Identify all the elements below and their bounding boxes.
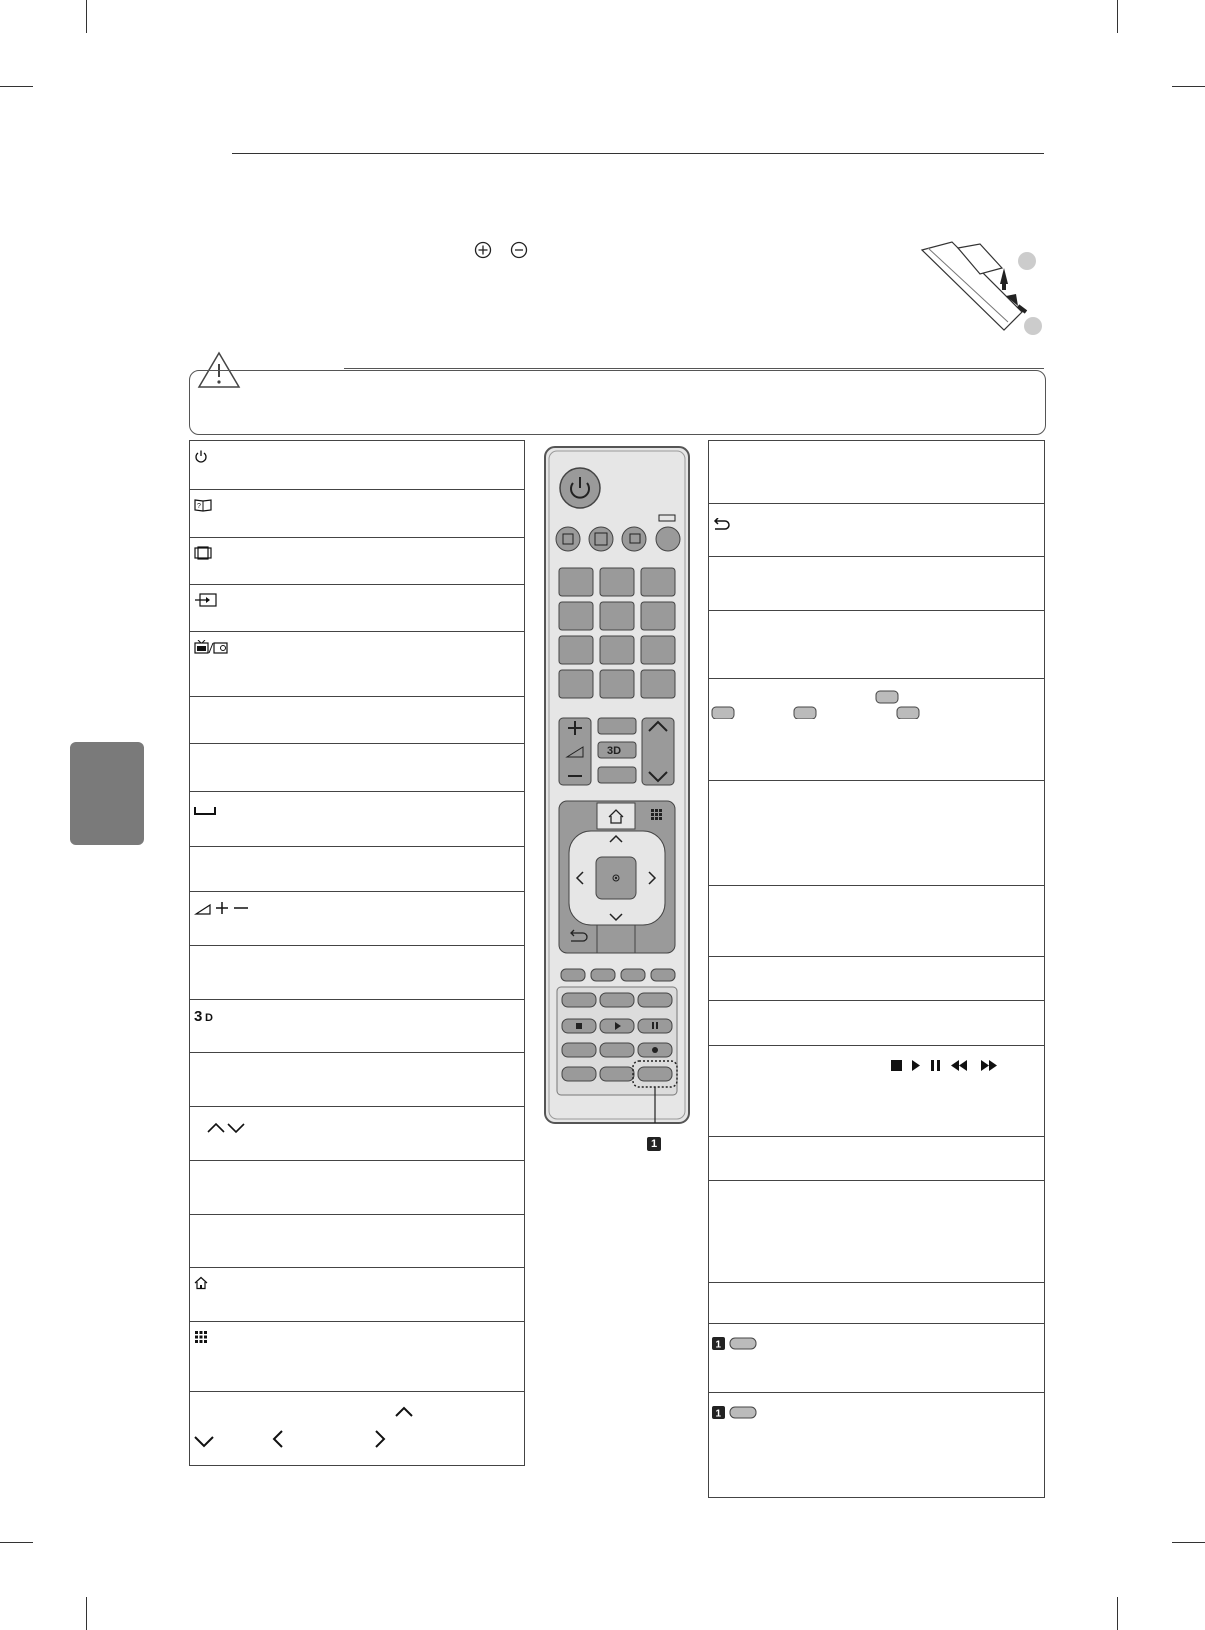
callout-1-button-icon [711, 1405, 761, 1421]
chapter-tab [70, 742, 144, 845]
table-row [190, 846, 524, 892]
crop-mark [0, 1542, 33, 1543]
table-row [709, 610, 1044, 679]
caution-header-rule [344, 368, 1044, 369]
table-row [190, 441, 524, 489]
channel-up-down-icon [206, 1121, 248, 1135]
table-row [709, 1282, 1044, 1324]
svg-text:3: 3 [194, 1008, 203, 1024]
minus-circle-icon [510, 241, 528, 259]
volume-plus-minus-icon [194, 900, 254, 916]
right-function-table [708, 440, 1045, 1498]
table-row [190, 631, 524, 697]
table-row [190, 1267, 524, 1322]
playback-controls-icon [889, 1058, 1019, 1074]
back-arrow-icon [713, 518, 731, 532]
crop-mark [0, 86, 33, 87]
table-row [190, 1321, 524, 1392]
left-function-table [189, 440, 525, 1466]
crop-mark [86, 0, 87, 33]
table-row [190, 489, 524, 538]
plus-circle-icon [474, 241, 492, 259]
table-row [709, 1180, 1044, 1283]
battery-cover-illustration [918, 240, 1046, 340]
crop-mark [86, 1597, 87, 1630]
svg-text:1: 1 [715, 1408, 722, 1420]
table-row [709, 1392, 1044, 1500]
table-row [190, 1391, 524, 1467]
svg-text:3D: 3D [607, 745, 622, 757]
crop-mark [1117, 1597, 1118, 1630]
table-row [190, 1214, 524, 1268]
crop-mark [1172, 1542, 1205, 1543]
ratio-icon [194, 546, 212, 560]
table-row [190, 537, 524, 585]
tv-radio-icon [194, 640, 228, 654]
volume-rocker [559, 718, 591, 785]
table-row [190, 999, 524, 1053]
table-row [709, 678, 1044, 781]
table-row [709, 1323, 1044, 1393]
callout-number: 1 [647, 1137, 661, 1151]
channel-rocker [642, 718, 674, 785]
table-row [190, 1052, 524, 1107]
table-row [709, 956, 1044, 1001]
3d-icon [194, 1008, 218, 1024]
home-icon [194, 1276, 208, 1290]
callout-1-button-icon [711, 1336, 761, 1352]
table-row [709, 503, 1044, 557]
table-row [190, 1106, 524, 1161]
power-button [560, 468, 600, 508]
color-buttons-icon [709, 689, 929, 719]
navigation-arrows-icon [192, 1400, 422, 1455]
table-row [709, 441, 1044, 503]
svg-text:1: 1 [715, 1339, 722, 1351]
crop-mark [1172, 86, 1205, 87]
grid-menu-icon [194, 1330, 208, 1344]
navigation-pad [559, 801, 675, 953]
svg-text:?: ? [197, 503, 201, 510]
table-row [709, 780, 1044, 886]
table-row [709, 1000, 1044, 1046]
table-row [190, 945, 524, 1000]
table-row [190, 1160, 524, 1215]
table-row [190, 696, 524, 744]
crop-mark [1117, 0, 1118, 33]
space-bar-icon [194, 806, 216, 816]
table-row [190, 584, 524, 632]
table-row [709, 885, 1044, 957]
svg-text:D: D [205, 1012, 213, 1024]
caution-box [189, 370, 1046, 435]
input-icon [194, 593, 218, 607]
manual-book-icon [194, 498, 212, 512]
table-row [709, 1136, 1044, 1181]
power-icon [194, 449, 208, 463]
header-rule [232, 153, 1044, 154]
table-row [709, 556, 1044, 611]
center-column-buttons [598, 718, 636, 783]
remote-control-illustration [543, 445, 691, 1125]
table-row [190, 891, 524, 946]
table-row [709, 1045, 1044, 1137]
table-row [190, 791, 524, 847]
table-row [190, 743, 524, 792]
